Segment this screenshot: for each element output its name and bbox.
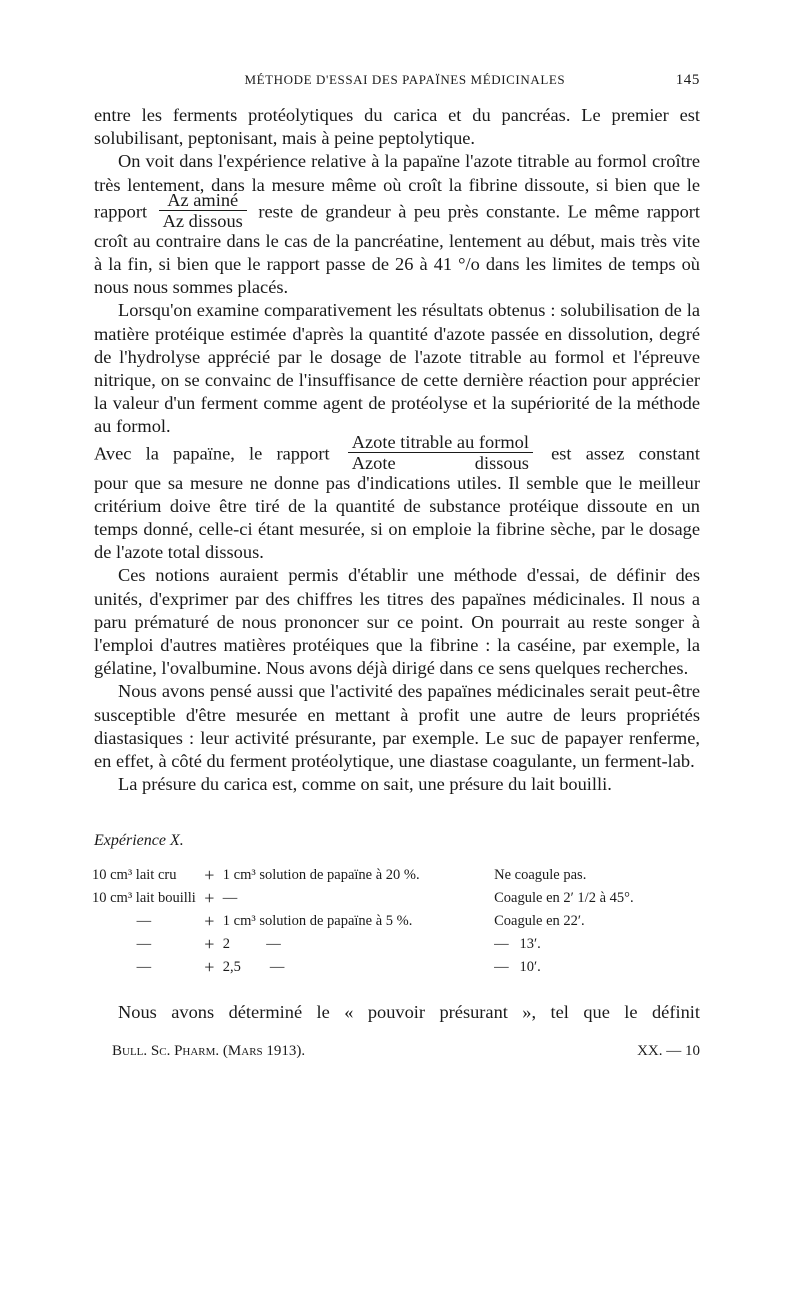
paragraph-1: entre les ferments protéolytiques du carica et du pancréas. Le premier est solubilisant, peptonisant, mais à peine peptolytique.: [94, 105, 700, 149]
paragraph-2-part-a: On voit dans l'expérience relative à la papaïne l'azote titrable au formol croître très lentement, dans la mesure même où croît la fibrine dissoute, si bien que le rapport: [94, 151, 700, 222]
experiment-row: [92, 887, 700, 910]
fraction-numerator: Azote titrable au formol: [348, 433, 533, 453]
experiment-row-solution: 1 cm³ solution de papaïne à 20 %.: [222, 867, 420, 884]
body-text: [94, 104, 700, 796]
experiment-row-solution: —: [222, 890, 238, 907]
experiment-row-result: Coagule en 2′ 1/2 à 45°.: [494, 890, 634, 907]
experiment-row: [92, 864, 700, 887]
page-footer: [94, 1043, 700, 1060]
experiment-row-result: Ne coagule pas.: [494, 867, 587, 884]
experiment-title: Expérience X.: [94, 832, 184, 850]
experiment-row-result: — 10′.: [494, 959, 541, 976]
experiment-row-solution: 2 —: [222, 936, 281, 953]
experiment-row: [92, 933, 700, 956]
paragraph-5: Ces notions auraient permis d'établir une méthode d'essai, de définir des unités, d'exprimer par des chiffres les titres des papaïnes médicinales. Il nous a paru prématuré de nous prononcer sur ce point. On pourrait au reste songer à l'emploi d'autres matières protéiques que la fibrine : la caséine, par exemple, la gélatine, l'ovalbumine. Nous avons déjà dirigé dans ce sens quelques recherches.: [94, 565, 700, 679]
experiment-row-plus: +: [204, 888, 215, 909]
fraction-numerator: Az aminé: [159, 191, 247, 211]
experiment-row-plus: +: [204, 934, 215, 955]
paragraph-2: [94, 150, 700, 299]
running-head: [94, 72, 700, 94]
experiment-row-result: Coagule en 22′.: [494, 913, 585, 930]
paragraph-4-part-b: est assez constant: [551, 443, 700, 464]
experiment-row-result: — 13′.: [494, 936, 541, 953]
experiment-row-sample: 10 cm³ lait bouilli: [92, 890, 196, 907]
experiment-row-sample: —: [136, 913, 152, 930]
document-page: [94, 72, 700, 1060]
footer-volume: XX. — 10: [637, 1043, 700, 1060]
paragraph-4-part-a: Avec la papaïne, le rapport: [94, 443, 330, 464]
experiment-row: [92, 910, 700, 933]
ratio-az-fraction: [159, 191, 247, 230]
running-head-title: MÉTHODE D'ESSAI DES PAPAÏNES MÉDICINALES: [244, 72, 566, 87]
ratio-azote-fraction: [348, 433, 533, 472]
experiment-row-solution: 1 cm³ solution de papaïne à 5 %.: [222, 913, 413, 930]
experiment-row-sample: 10 cm³ lait cru: [92, 867, 177, 884]
paragraph-2-part-b: reste de grandeur à peu près constante. Le même rapport croît au contraire dans le cas de la pancréatine, lentement au début, mais très vite à la fin, si bien que le rapport passe de 26 à 41 °/o dans les limites de temps où nous nous sommes placés.: [94, 201, 700, 298]
experiment-row: [92, 956, 700, 979]
fraction-denominator: Az dissous: [162, 210, 243, 231]
experiment-row-solution: 2,5 —: [222, 959, 285, 976]
paragraph-7: La présure du carica est, comme on sait, une présure du lait bouilli.: [118, 774, 612, 795]
page-number: 145: [675, 72, 700, 88]
experiment-row-sample: —: [136, 936, 152, 953]
paragraph-4-continuation: pour que sa mesure ne donne pas d'indications utiles. Il semble que le meilleur critérium doive être tiré de la quantité de substance protéique dissoute en un temps donné, celle-ci étant mesurée, si on emploie la fibrine sèche, par le dosage de l'azote total dissous.: [94, 472, 700, 563]
experiment-row-plus: +: [204, 865, 215, 886]
paragraph-6: Nous avons pensé aussi que l'activité des papaïnes médicinales serait peut-être susceptible d'être mesurée en mettant à profit une autre de leurs propriétés diastasiques : leur activité présurante, par exemple. Le suc de papayer renferme, en effet, à côté du ferment protéolytique, une diastase coagulante, un ferment-lab.: [94, 681, 700, 772]
closing-line: Nous avons déterminé le « pouvoir présurant », tel que le définit: [118, 1002, 700, 1023]
experiment-row-sample: —: [136, 959, 152, 976]
experiment-row-plus: +: [204, 911, 215, 932]
experiment-row-plus: +: [204, 957, 215, 978]
paragraph-3: Lorsqu'on examine comparativement les résultats obtenus : solubilisation de la matière protéique estimée d'après la quantité d'azote passée en dissolution, degré de l'hydrolyse apprécié par le dosage de l'azote titrable au formol et l'épreuve nitrique, on se convainc de l'insuffisance de cette dernière réaction pour apprécier la valeur d'un ferment comme agent de protéolyse et la supériorité de la méthode au formol.: [94, 300, 700, 437]
experiment-table: [92, 864, 700, 979]
paragraph-4-fraction-line: [94, 431, 700, 473]
fraction-denominator: Azote dissous: [351, 452, 529, 473]
footer-journal: Bull. Sc. Pharm. (Mars 1913).: [112, 1043, 306, 1060]
